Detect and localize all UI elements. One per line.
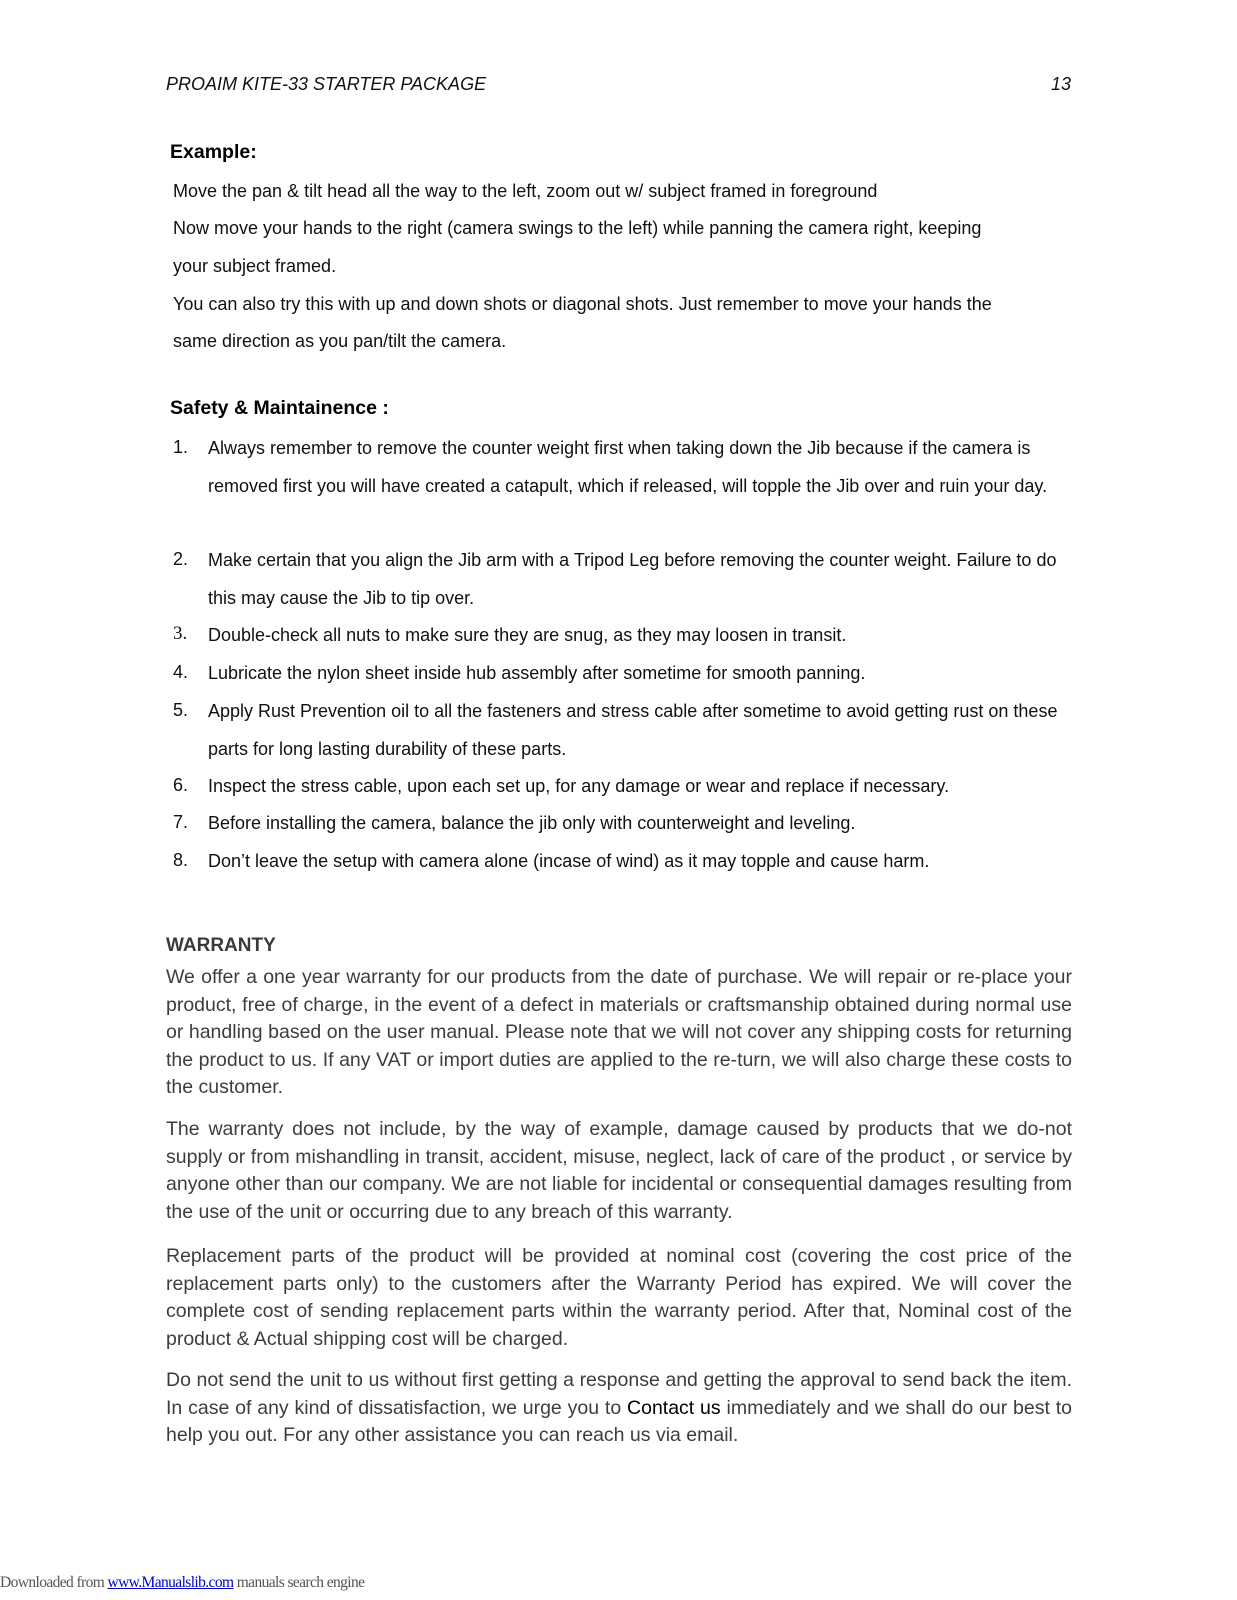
item-text: Always remember to remove the counter weight first when taking down the Jib because if the camera is removed first you will have created a catapult, which if released, will topple the Jib over and ruin your day. <box>208 438 1048 496</box>
item-number: 2. <box>173 549 189 569</box>
item-text: Double-check all nuts to make sure they are snug, as they may loosen in transit. <box>208 625 847 645</box>
document-title: PROAIM KITE-33 STARTER PACKAGE <box>166 74 487 94</box>
paragraph-text: immediately and we shall do our best to help you out. For any other assistance you can reach us via email. <box>166 1396 1072 1446</box>
warranty-paragraph: We offer a one year warranty for our products from the date of purchase. We will repair or re-place your product, free of charge, in the event of a defect in materials or craftsmanship obtained during normal use or handling based on the user manual. Please note that we will not cover any shipping costs for returning the product to us. If any VAT or import duties are applied to the re-turn, we will also charge these costs to the customer. <box>166 966 1072 1098</box>
example-line: Now move your hands to the right (camera swings to the left) while panning the camera right, keeping <box>173 218 982 238</box>
item-text: Before installing the camera, balance the jib only with counterweight and leveling. <box>208 813 856 833</box>
warranty-paragraph <box>166 1367 1072 1450</box>
example-line: same direction as you pan/tilt the camera. <box>173 331 507 351</box>
example-line: Move the pan & tilt head all the way to the left, zoom out w/ subject framed in foreground <box>173 181 878 201</box>
safety-heading: Safety & Maintainence : <box>170 397 389 419</box>
item-number: 8. <box>173 850 189 870</box>
example-line: You can also try this with up and down shots or diagonal shots. Just remember to move your hands the <box>173 294 992 314</box>
contact-us-link[interactable]: Contact us <box>627 1396 721 1419</box>
manualslib-link[interactable]: www.Manualslib.com <box>107 1574 234 1591</box>
item-number: 4. <box>173 662 189 682</box>
example-line: your subject framed. <box>173 256 337 276</box>
footer-suffix: manuals search engine <box>233 1574 365 1591</box>
example-heading: Example: <box>170 141 257 163</box>
item-number: 7. <box>173 812 189 832</box>
page-header <box>166 74 1071 100</box>
footer-prefix: Downloaded from <box>0 1574 108 1591</box>
item-text: Make certain that you align the Jib arm with a Tripod Leg before removing the counter weight. Failure to do this may cause the Jib to tip over. <box>208 550 1057 608</box>
item-number: 6. <box>173 775 189 795</box>
page-number: 13 <box>1050 74 1071 94</box>
item-number: 1. <box>173 437 189 457</box>
item-number: 5. <box>173 700 189 720</box>
item-text: Lubricate the nylon sheet inside hub assembly after sometime for smooth panning. <box>208 663 866 683</box>
warranty-paragraph: The warranty does not include, by the way of example, damage caused by products that we do-not supply or from mishandling in transit, accident, misuse, neglect, lack of care of the product , or service by anyone other than our company. We are not liable for incidental or consequential damages resulting from the use of the unit or occurring due to any breach of this warranty. <box>166 1118 1072 1223</box>
page-footer <box>0 1574 364 1592</box>
warranty-paragraph: Replacement parts of the product will be provided at nominal cost (covering the cost price of the replacement parts only) to the customers after the Warranty Period has expired. We will cover the complete cost of sending replacement parts within the warranty period. After that, Nominal cost of the product & Actual shipping cost will be charged. <box>166 1245 1072 1350</box>
warranty-heading: WARRANTY <box>166 935 276 956</box>
paragraph-text: Do not send the unit to us without first getting a response and getting the approval to send back the item. In case of any kind of dissatisfaction, we urge you to <box>166 1369 1072 1419</box>
item-number: 3. <box>173 623 188 644</box>
item-text: Apply Rust Prevention oil to all the fasteners and stress cable after sometime to avoid getting rust on these parts for long lasting durability of these parts. <box>208 701 1058 759</box>
item-text: Inspect the stress cable, upon each set up, for any damage or wear and replace if necessary. <box>208 776 950 796</box>
item-text: Don’t leave the setup with camera alone (incase of wind) as it may topple and cause harm. <box>208 851 930 871</box>
